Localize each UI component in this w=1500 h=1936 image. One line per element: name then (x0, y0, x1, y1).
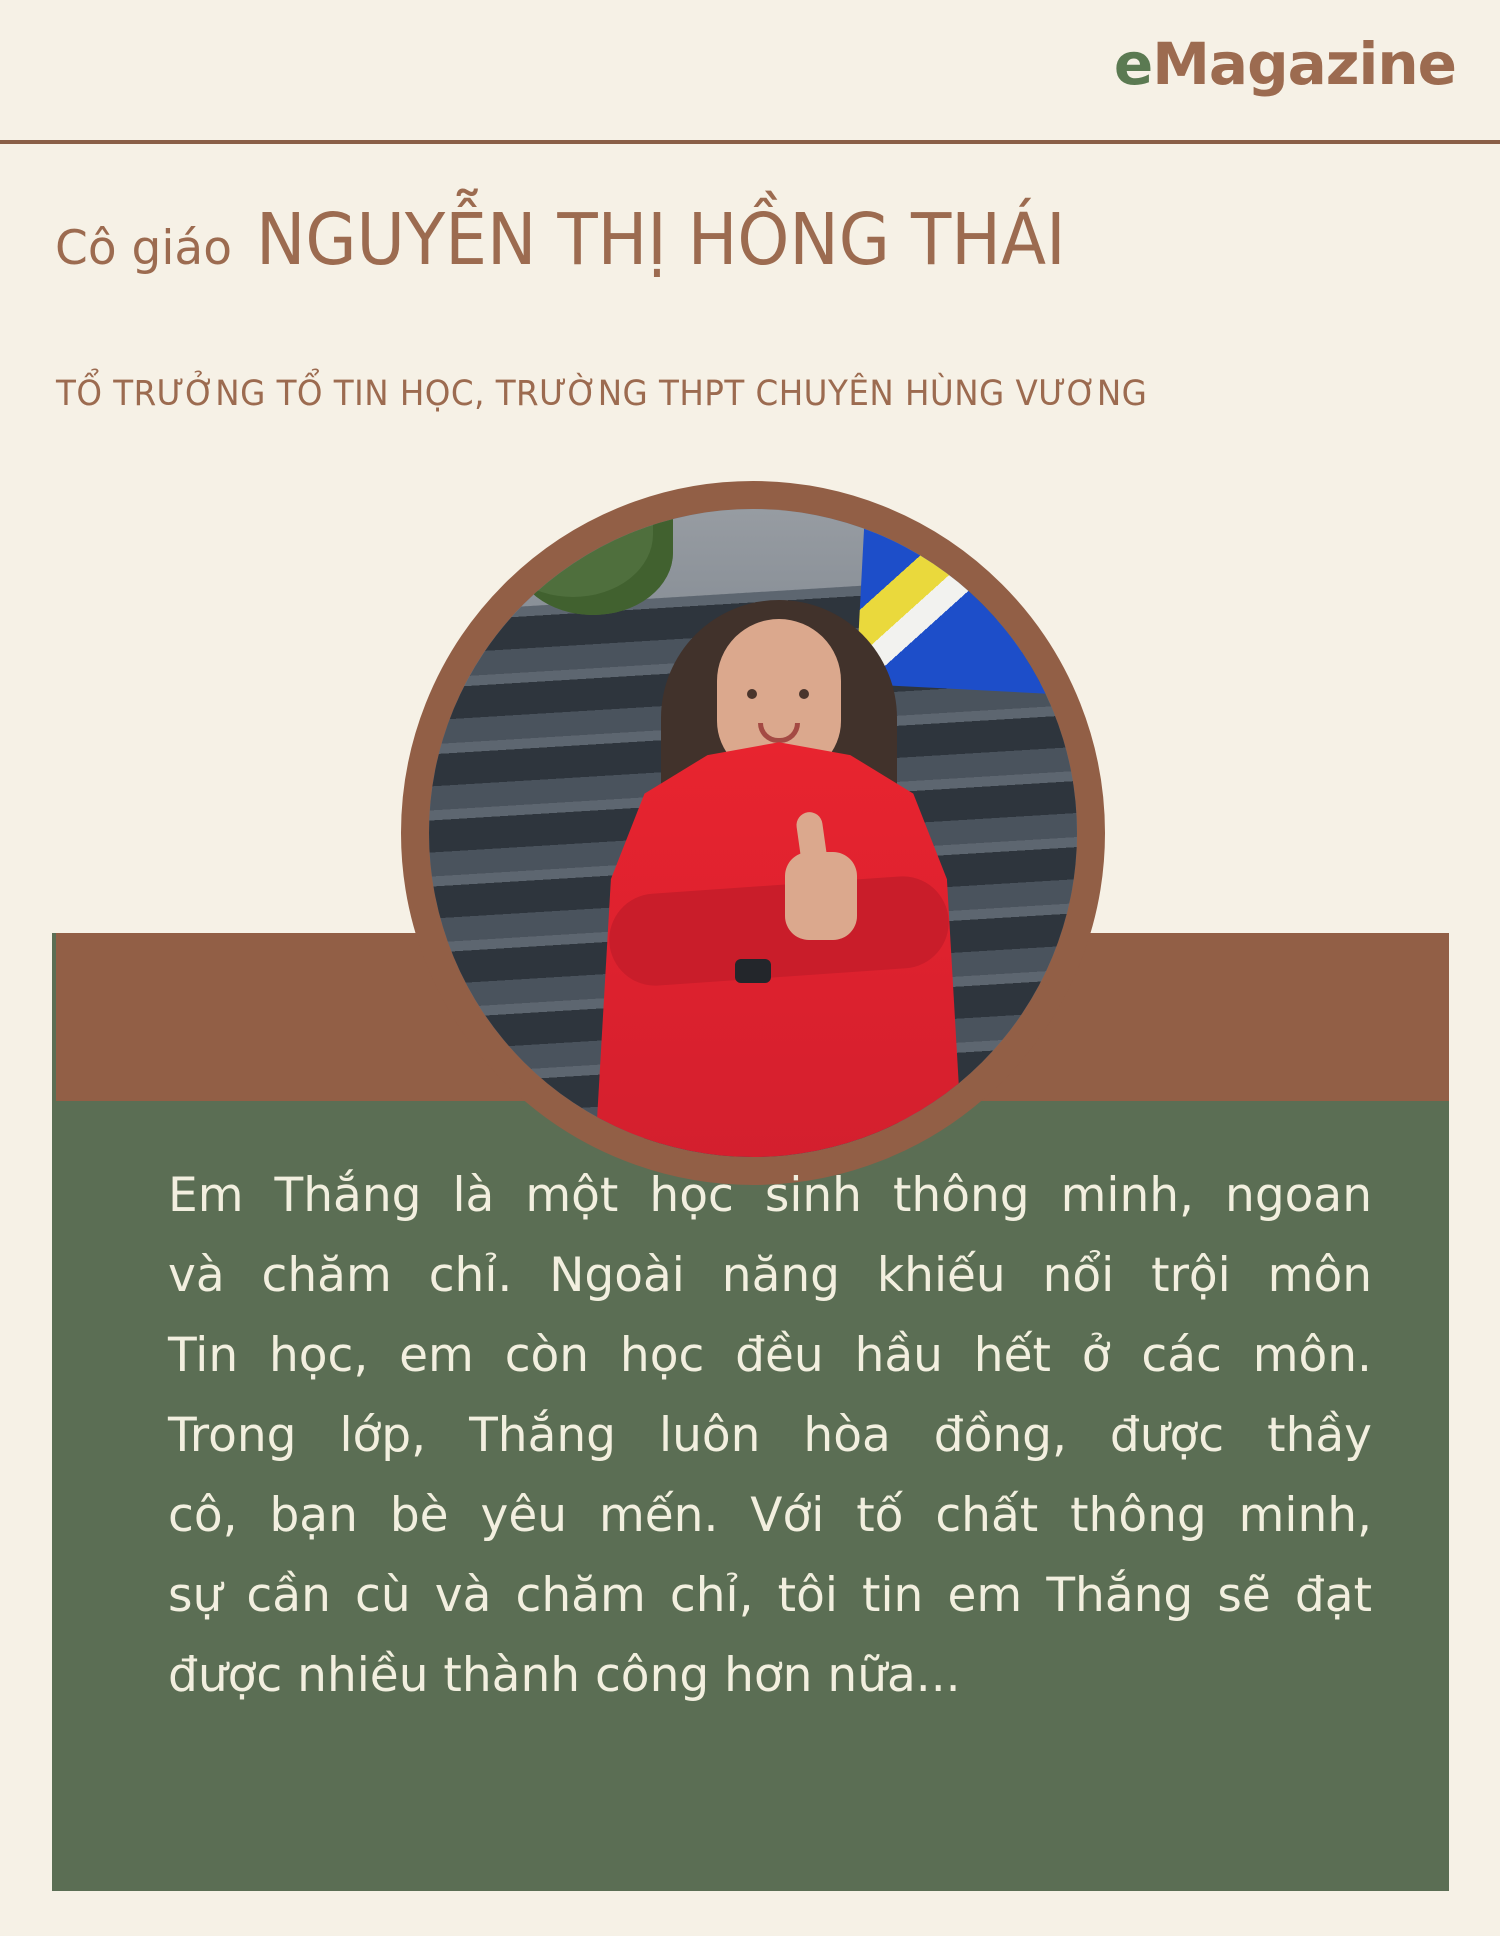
teacher-eye-right (799, 689, 809, 699)
quote-line: được nhiều thành công hơn nữa... (168, 1648, 961, 1703)
title-prefix: Cô giáo (55, 221, 232, 276)
logo-e-letter: e (1113, 30, 1153, 98)
emagazine-logo (1114, 30, 1456, 98)
portrait-scene (429, 509, 1077, 1157)
quote-text (168, 1156, 1372, 1716)
quote-line: Trong lớp, Thắng luôn hòa đồng, được thầy (168, 1408, 1372, 1463)
article-title (55, 198, 1126, 281)
header-divider (0, 140, 1500, 144)
quote-line: và chăm chỉ. Ngoài năng khiếu nổi trội môn (168, 1248, 1372, 1303)
quote-line: sự cần cù và chăm chỉ, tôi tin em Thắng sẽ đạt (168, 1568, 1372, 1623)
teacher-name: NGUYỄN THỊ HỒNG THÁI (255, 198, 1066, 281)
quote-line: Tin học, em còn học đều hầu hết ở các môn. (168, 1328, 1372, 1383)
logo-magazine-text: Magazine (1152, 30, 1456, 98)
wrist-watch (735, 959, 771, 983)
quote-line: cô, bạn bè yêu mến. Với tố chất thông minh, (168, 1488, 1372, 1543)
teacher-portrait-photo (401, 481, 1105, 1185)
foliage (513, 490, 673, 615)
teacher-role-subtitle: TỔ TRƯỞNG TỔ TIN HỌC, TRƯỜNG THPT CHUYÊN HÙNG VƯƠNG (56, 374, 1148, 414)
quote-line: Em Thắng là một học sinh thông minh, ngoan (168, 1168, 1372, 1223)
blue-banner (856, 484, 1101, 696)
teacher-eye-left (747, 689, 757, 699)
